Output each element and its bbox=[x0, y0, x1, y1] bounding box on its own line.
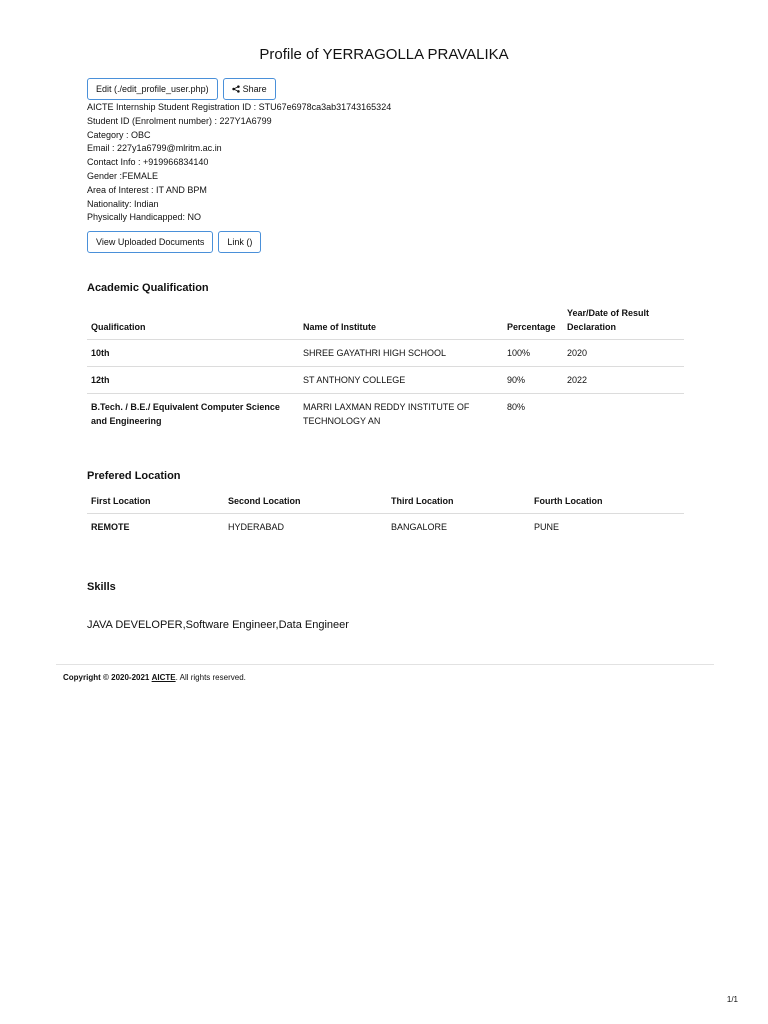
table-header-row bbox=[87, 494, 684, 514]
column-header: Third Location bbox=[391, 496, 454, 506]
location-table bbox=[87, 494, 684, 540]
view-documents-button[interactable]: View Uploaded Documents bbox=[87, 231, 213, 253]
table-row bbox=[87, 367, 684, 394]
third-location-cell: BANGALORE bbox=[387, 514, 530, 541]
share-icon bbox=[232, 85, 240, 93]
qualification-cell: 12th bbox=[87, 367, 299, 394]
institute-cell: MARRI LAXMAN REDDY INSTITUTE OF TECHNOLOGY AN bbox=[299, 394, 503, 435]
edit-profile-button[interactable]: Edit (./edit_profile_user.php) bbox=[87, 78, 218, 100]
share-button[interactable] bbox=[223, 78, 276, 100]
column-header: Qualification bbox=[91, 322, 146, 332]
institute-cell: SHREE GAYATHRI HIGH SCHOOL bbox=[299, 340, 503, 367]
first-location-cell: REMOTE bbox=[87, 514, 224, 541]
year-cell: 2022 bbox=[563, 367, 684, 394]
email: Email : 227y1a6799@mlritm.ac.in bbox=[87, 143, 222, 154]
column-header: Percentage bbox=[507, 322, 556, 332]
table-row bbox=[87, 340, 684, 367]
aicte-link[interactable]: AICTE bbox=[151, 673, 176, 682]
location-section-title: Prefered Location bbox=[87, 470, 181, 482]
student-info bbox=[87, 101, 391, 225]
copyright-text: Copyright © 2020-2021 bbox=[63, 673, 150, 682]
skills-section-title: Skills bbox=[87, 581, 116, 593]
table-row bbox=[87, 394, 684, 435]
institute-cell: ST ANTHONY COLLEGE bbox=[299, 367, 503, 394]
contact-info: Contact Info : +919966834140 bbox=[87, 157, 209, 168]
qualification-cell: B.Tech. / B.E./ Equivalent Computer Science and Engineering bbox=[87, 394, 299, 435]
year-cell: 2020 bbox=[563, 340, 684, 367]
category: Category : OBC bbox=[87, 129, 151, 140]
table-header-row bbox=[87, 306, 684, 340]
column-header: Second Location bbox=[228, 496, 301, 506]
rights-text: . All rights reserved. bbox=[175, 673, 246, 682]
table-row bbox=[87, 514, 684, 541]
column-header: First Location bbox=[91, 496, 151, 506]
year-cell bbox=[563, 394, 684, 435]
qualification-cell: 10th bbox=[87, 340, 299, 367]
page-title: Profile of YERRAGOLLA PRAVALIKA bbox=[259, 46, 509, 63]
profile-actions bbox=[87, 78, 276, 100]
academic-section-title: Academic Qualification bbox=[87, 282, 209, 294]
page-number: 1/1 bbox=[726, 995, 738, 1004]
link-button[interactable]: Link () bbox=[218, 231, 261, 253]
area-of-interest: Area of Interest : IT AND BPM bbox=[87, 184, 207, 195]
document-actions bbox=[87, 231, 261, 253]
second-location-cell: HYDERABAD bbox=[224, 514, 387, 541]
share-label: Share bbox=[242, 84, 267, 94]
gender: Gender :FEMALE bbox=[87, 170, 159, 181]
column-header: Year/Date of Result Declaration bbox=[567, 308, 650, 332]
nationality: Nationality: Indian bbox=[87, 198, 159, 209]
registration-id: AICTE Internship Student Registration ID : STU67e6978ca3ab31743165324 bbox=[87, 102, 392, 112]
column-header: Name of Institute bbox=[303, 322, 377, 332]
skills-text: JAVA DEVELOPER,Software Engineer,Data Engineer bbox=[87, 619, 349, 631]
physically-handicapped: Physically Handicapped: NO bbox=[87, 212, 202, 223]
student-id: Student ID (Enrolment number) : 227Y1A6799 bbox=[87, 115, 272, 126]
percentage-cell: 80% bbox=[503, 394, 563, 435]
column-header: Fourth Location bbox=[534, 496, 603, 506]
percentage-cell: 90% bbox=[503, 367, 563, 394]
footer-divider bbox=[56, 664, 714, 665]
percentage-cell: 100% bbox=[503, 340, 563, 367]
fourth-location-cell: PUNE bbox=[530, 514, 684, 541]
academic-table bbox=[87, 306, 684, 434]
footer bbox=[63, 673, 246, 682]
